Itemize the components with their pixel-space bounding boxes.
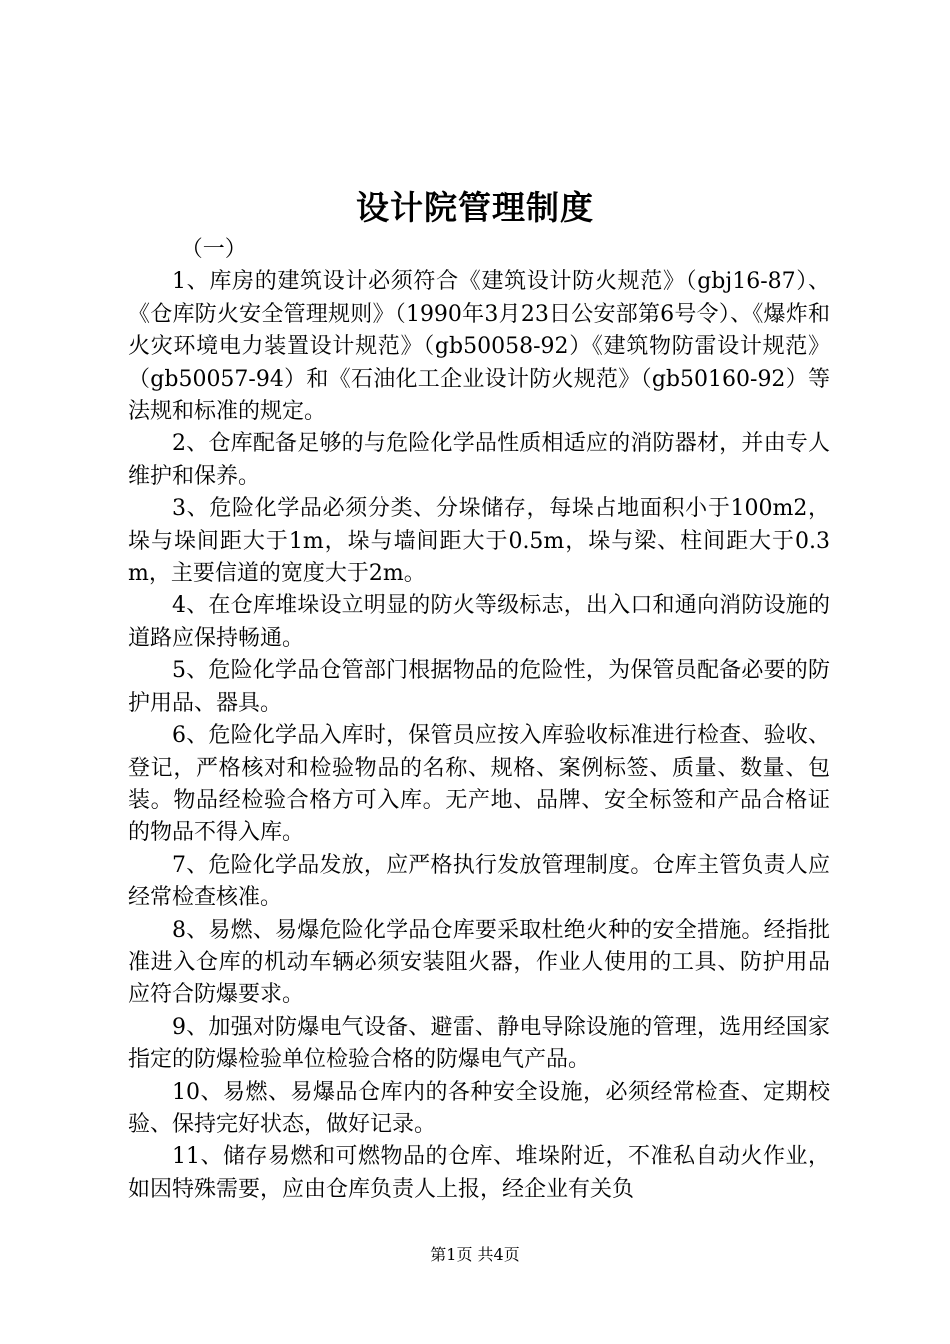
paragraph-4: 4、在仓库堆垛设立明显的防火等级标志，出入口和通向消防设施的道路应保持畅通。 — [128, 593, 830, 651]
section-marker: （一） — [180, 237, 247, 262]
paragraph-6: 6、危险化学品入库时，保管员应按入库验收标准进行检查、验收、登记，严格核对和检验物品的名称、规格、案例标签、质量、数量、包装。物品经检验合格方可入库。无产地、品牌、安全标签和产品合格证的物品不得入库。 — [128, 723, 830, 846]
paragraph-11: 11、储存易燃和可燃物品的仓库、堆垛附近，不准私自动火作业，如因特殊需要，应由仓库负责人上报，经企业有关负 — [128, 1144, 830, 1202]
page-number: 第1页 共4页 — [430, 1245, 520, 1264]
paragraph-5: 5、危险化学品仓管部门根据物品的危险性，为保管员配备必要的防护用品、器具。 — [128, 658, 830, 716]
document-title: 设计院管理制度 — [356, 188, 594, 227]
paragraph-3: 3、危险化学品必须分类、分垛储存，每垛占地面积小于100m2，垛与垛间距大于1m，垛与墙间距大于0.5m，垛与梁、柱间距大于0.3m，主要信道的宽度大于2m。 — [128, 496, 830, 587]
paragraph-10: 10、易燃、易爆品仓库内的各种安全设施，必须经常检查、定期校验、保持完好状态，做好记录。 — [128, 1079, 830, 1137]
paragraph-9: 9、加强对防爆电气设备、避雷、静电导除设施的管理，选用经国家指定的防爆检验单位检验合格的防爆电气产品。 — [128, 1014, 830, 1073]
paragraph-7: 7、危险化学品发放，应严格执行发放管理制度。仓库主管负责人应经常检查核准。 — [128, 852, 830, 911]
paragraph-8: 8、易燃、易爆危险化学品仓库要采取杜绝火种的安全措施。经指批准进入仓库的机动车辆必须安装阻火器，作业人使用的工具、防护用品应符合防爆要求。 — [128, 917, 830, 1008]
paragraph-1: 1、库房的建筑设计必须符合《建筑设计防火规范》（gbj16-87）、《仓库防火安全管理规则》（1990年3月23日公安部第6号令）、《爆炸和火灾环境电力装置设计规范》（gb50058-92）《建筑物防雷设计规范》（gb50057-94）和《石油化工企业设计防火规范》（gb50160-92）等法规和标准的规定。 — [128, 269, 830, 425]
paragraph-2: 2、仓库配备足够的与危险化学品性质相适应的消防器材，并由专人维护和保养。 — [128, 431, 830, 489]
document-body — [128, 234, 830, 1206]
